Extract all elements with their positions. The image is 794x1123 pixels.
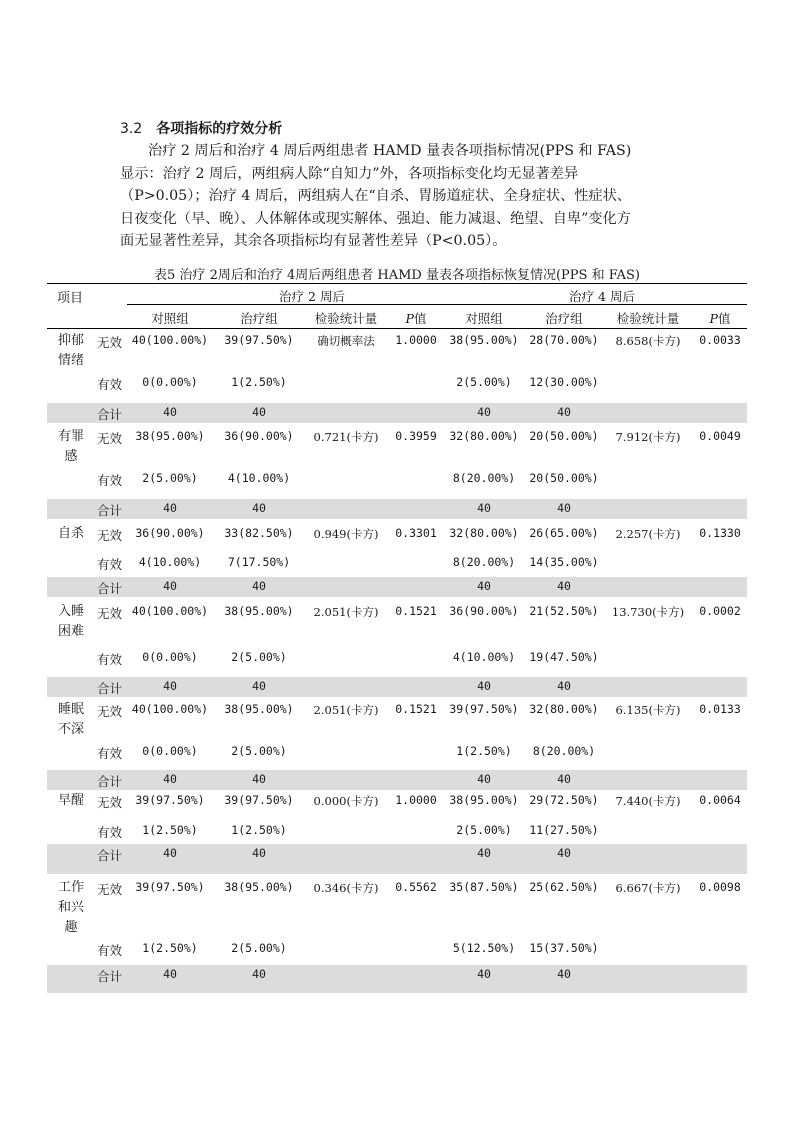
table-cell: 0.1521 bbox=[395, 604, 437, 618]
row-label-eff: 有效 bbox=[97, 943, 123, 958]
table-cell: 25(62.50%) bbox=[529, 880, 599, 894]
table-cell: 2(5.00%) bbox=[231, 941, 287, 955]
p-label: 值 bbox=[717, 311, 731, 326]
section-number: 3.2 bbox=[120, 121, 143, 137]
table-cell: 14(35.00%) bbox=[529, 555, 599, 569]
sub-header: 检验统计量 bbox=[616, 311, 680, 326]
table-cell: 8(20.00%) bbox=[532, 744, 596, 758]
sub-header bbox=[675, 309, 765, 327]
p-symbol: P bbox=[405, 311, 414, 326]
item-name-line: 和兴 bbox=[57, 900, 84, 915]
group-header-4w: 治疗 4 周后 bbox=[569, 289, 635, 304]
row-label-eff: 有效 bbox=[97, 652, 123, 667]
table-cell: 40 bbox=[163, 579, 177, 593]
table-cell: 40 bbox=[163, 501, 177, 515]
table-cell: 40 bbox=[163, 967, 177, 981]
table-cell: 40 bbox=[163, 679, 177, 693]
table-cell: 0.0133 bbox=[699, 702, 741, 716]
row-label-none: 无效 bbox=[97, 795, 123, 810]
table-cell: 40 bbox=[477, 846, 491, 860]
table-cell: 0.0033 bbox=[699, 333, 741, 347]
row-label-none: 无效 bbox=[97, 431, 123, 446]
item-name-line: 早醒 bbox=[57, 793, 84, 808]
item-name bbox=[47, 878, 95, 938]
table-cell: 40 bbox=[557, 579, 571, 593]
table-cell: 7(17.50%) bbox=[227, 555, 291, 569]
table-cell: 19(47.50%) bbox=[529, 650, 599, 664]
table-cell: 40 bbox=[477, 405, 491, 419]
table-cell: 39(97.50%) bbox=[449, 702, 519, 716]
row-label-total: 合计 bbox=[97, 969, 123, 984]
table-cell: 38(95.00%) bbox=[449, 333, 519, 347]
item-name-line: 趣 bbox=[64, 920, 78, 935]
table-cell: 36(90.00%) bbox=[224, 429, 294, 443]
section-title: 各项指标的疗效分析 bbox=[156, 121, 283, 137]
table-cell: 2.257(卡方) bbox=[615, 527, 681, 541]
table-cell: 0.949(卡方) bbox=[313, 527, 379, 541]
table-cell: 39(97.50%) bbox=[135, 793, 205, 807]
table-cell: 40 bbox=[252, 501, 266, 515]
row-label-total: 合计 bbox=[97, 503, 123, 518]
table-cell: 35(87.50%) bbox=[449, 880, 519, 894]
sub-header: 治疗组 bbox=[240, 311, 278, 326]
sub-header: 治疗组 bbox=[545, 311, 583, 326]
table-caption: 表5 治疗 2周后和治疗 4周后两组患者 HAMD 量表各项指标恢复情况(PPS 和 FAS) bbox=[154, 268, 640, 283]
table-cell: 0(0.00%) bbox=[142, 744, 198, 758]
table-cell: 0.5562 bbox=[395, 880, 437, 894]
header-bottom-rule bbox=[47, 328, 747, 329]
table-cell: 0(0.00%) bbox=[142, 650, 198, 664]
row-label-none: 无效 bbox=[97, 704, 123, 719]
table-cell: 40 bbox=[557, 501, 571, 515]
table-cell: 0.346(卡方) bbox=[313, 881, 379, 895]
table-cell: 40 bbox=[163, 846, 177, 860]
table-cell: 8(20.00%) bbox=[452, 555, 516, 569]
table-cell: 8(20.00%) bbox=[452, 471, 516, 485]
row-label-total: 合计 bbox=[97, 774, 123, 789]
paragraph-line: 日夜变化（早、晚）、人体解体或现实解体、强迫、能力减退、绝望、自卑”变化方 bbox=[120, 210, 631, 227]
table-cell: 0.000(卡方) bbox=[313, 794, 379, 808]
body-paragraph bbox=[120, 140, 700, 253]
table-cell: 2(5.00%) bbox=[142, 471, 198, 485]
table-cell: 0.1330 bbox=[699, 526, 741, 540]
row-label-none: 无效 bbox=[97, 606, 123, 621]
p-symbol: P bbox=[709, 311, 718, 326]
table-cell: 4(10.00%) bbox=[138, 555, 202, 569]
table-cell: 40 bbox=[557, 772, 571, 786]
table-cell: 40 bbox=[557, 846, 571, 860]
item-name bbox=[47, 700, 95, 740]
table-cell: 38(95.00%) bbox=[449, 793, 519, 807]
section-heading bbox=[120, 118, 282, 138]
table-cell: 38(95.00%) bbox=[135, 429, 205, 443]
table-cell: 1(2.50%) bbox=[231, 823, 287, 837]
table-cell: 40(100.00%) bbox=[131, 333, 209, 347]
table-cell: 0.721(卡方) bbox=[313, 430, 379, 444]
paragraph-line: （P>0.05）；治疗 4 周后，两组病人在“自杀、胃肠道症状、全身症状、性症状、 bbox=[120, 188, 632, 204]
table-cell: 38(95.00%) bbox=[224, 702, 294, 716]
table-cell: 15(37.50%) bbox=[529, 941, 599, 955]
table-cell: 39(97.50%) bbox=[135, 880, 205, 894]
item-name bbox=[47, 524, 95, 544]
table-cell: 2.051(卡方) bbox=[313, 703, 379, 717]
table-cell: 1(2.50%) bbox=[142, 941, 198, 955]
row-label-none: 无效 bbox=[97, 882, 123, 897]
table-cell: 40 bbox=[557, 967, 571, 981]
table-cell: 0.0049 bbox=[699, 429, 741, 443]
row-label-none: 无效 bbox=[97, 528, 123, 543]
table-cell: 20(50.00%) bbox=[529, 471, 599, 485]
table-cell: 2(5.00%) bbox=[231, 744, 287, 758]
table-cell: 0.3959 bbox=[395, 429, 437, 443]
table-cell: 40 bbox=[163, 405, 177, 419]
sub-header: 对照组 bbox=[465, 311, 503, 326]
table-cell: 33(82.50%) bbox=[224, 526, 294, 540]
paragraph-line: 治疗 2 周后和治疗 4 周后两组患者 HAMD 量表各项指标情况(PPS 和 FAS) bbox=[148, 143, 632, 159]
table-cell: 40 bbox=[252, 967, 266, 981]
sub-header: 检验统计量 bbox=[314, 311, 378, 326]
item-name-line: 抑郁 bbox=[57, 333, 84, 348]
table-cell: 0.1521 bbox=[395, 702, 437, 716]
row-label-eff: 有效 bbox=[97, 473, 123, 488]
table-cell: 5(12.50%) bbox=[452, 941, 516, 955]
row-label-eff: 有效 bbox=[97, 825, 123, 840]
table-cell: 32(80.00%) bbox=[449, 429, 519, 443]
row-label-total: 合计 bbox=[97, 681, 123, 696]
table-cell: 4(10.00%) bbox=[452, 650, 516, 664]
item-name bbox=[47, 791, 95, 811]
table-top-rule bbox=[47, 283, 747, 284]
row-label-total: 合计 bbox=[97, 581, 123, 596]
table-cell: 38(95.00%) bbox=[224, 604, 294, 618]
sub-header: 对照组 bbox=[151, 311, 189, 326]
table-cell: 2(5.00%) bbox=[456, 375, 512, 389]
table-cell: 7.912(卡方) bbox=[615, 430, 681, 444]
p-label: 值 bbox=[413, 311, 427, 326]
row-label-eff: 有效 bbox=[97, 746, 123, 761]
item-name-line: 入睡 bbox=[57, 604, 84, 619]
table-cell: 40 bbox=[477, 501, 491, 515]
table-cell: 38(95.00%) bbox=[224, 880, 294, 894]
table-cell: 40 bbox=[252, 405, 266, 419]
item-name-line: 有罪 bbox=[57, 429, 84, 444]
item-name-line: 自杀 bbox=[57, 526, 84, 541]
table-cell: 0.0064 bbox=[699, 793, 741, 807]
table-cell: 7.440(卡方) bbox=[615, 794, 681, 808]
table-cell: 8.658(卡方) bbox=[615, 334, 681, 348]
item-name bbox=[47, 331, 95, 371]
table-cell: 确切概率法 bbox=[317, 334, 375, 348]
table-cell: 1.0000 bbox=[395, 793, 437, 807]
table-cell: 40 bbox=[477, 679, 491, 693]
table-cell: 40 bbox=[252, 772, 266, 786]
table-cell: 40 bbox=[557, 679, 571, 693]
table-cell: 12(30.00%) bbox=[529, 375, 599, 389]
table-cell: 2(5.00%) bbox=[456, 823, 512, 837]
item-name-line: 情绪 bbox=[57, 353, 84, 368]
table-cell: 39(97.50%) bbox=[224, 333, 294, 347]
table-cell: 40 bbox=[477, 772, 491, 786]
table-cell: 2.051(卡方) bbox=[313, 605, 379, 619]
row-label-eff: 有效 bbox=[97, 557, 123, 572]
table-cell: 1.0000 bbox=[395, 333, 437, 347]
table-cell: 40 bbox=[252, 846, 266, 860]
group-rule bbox=[127, 304, 747, 305]
table-cell: 13.730(卡方) bbox=[611, 605, 685, 619]
table-cell: 2(5.00%) bbox=[231, 650, 287, 664]
table-cell: 40 bbox=[477, 579, 491, 593]
table-cell: 1(2.50%) bbox=[231, 375, 287, 389]
table-cell: 40 bbox=[557, 405, 571, 419]
table-cell: 11(27.50%) bbox=[529, 823, 599, 837]
table-cell: 26(65.00%) bbox=[529, 526, 599, 540]
table-cell: 40(100.00%) bbox=[131, 604, 209, 618]
table-cell: 40 bbox=[163, 772, 177, 786]
table-cell: 0.3301 bbox=[395, 526, 437, 540]
item-name bbox=[47, 427, 95, 467]
table-cell: 32(80.00%) bbox=[529, 702, 599, 716]
row-label-total: 合计 bbox=[97, 848, 123, 863]
item-name-line: 困难 bbox=[57, 624, 84, 639]
table-cell: 36(90.00%) bbox=[135, 526, 205, 540]
item-name-line: 感 bbox=[64, 449, 78, 464]
table-cell: 0(0.00%) bbox=[142, 375, 198, 389]
group-header-2w: 治疗 2 周后 bbox=[279, 289, 345, 304]
item-name-line: 不深 bbox=[57, 722, 84, 737]
table-cell: 6.667(卡方) bbox=[615, 881, 681, 895]
table-cell: 6.135(卡方) bbox=[615, 703, 681, 717]
table-cell: 0.0098 bbox=[699, 880, 741, 894]
row-label-eff: 有效 bbox=[97, 377, 123, 392]
table-cell: 4(10.00%) bbox=[227, 471, 291, 485]
paragraph-line: 显示：治疗 2 周后，两组病人除“自知力”外，各项指标变化均无显著差异 bbox=[120, 165, 579, 182]
paragraph-line: 面无显著性差异，其余各项指标均有显著性差异（P<0.05）。 bbox=[120, 233, 507, 249]
table-cell: 0.0002 bbox=[699, 604, 741, 618]
table-cell: 40 bbox=[252, 579, 266, 593]
table-cell: 36(90.00%) bbox=[449, 604, 519, 618]
table-cell: 1(2.50%) bbox=[142, 823, 198, 837]
item-name bbox=[47, 602, 95, 642]
item-name-line: 睡眠 bbox=[57, 702, 84, 717]
table-cell: 40 bbox=[477, 967, 491, 981]
table-cell: 29(72.50%) bbox=[529, 793, 599, 807]
row-label-none: 无效 bbox=[97, 335, 123, 350]
table-cell: 1(2.50%) bbox=[456, 744, 512, 758]
table-cell: 40(100.00%) bbox=[131, 702, 209, 716]
table-cell: 20(50.00%) bbox=[529, 429, 599, 443]
item-name-line: 工作 bbox=[57, 880, 84, 895]
table-cell: 32(80.00%) bbox=[449, 526, 519, 540]
row-label-total: 合计 bbox=[97, 407, 123, 422]
table-cell: 39(97.50%) bbox=[224, 793, 294, 807]
table-cell: 40 bbox=[252, 679, 266, 693]
item-header: 项目 bbox=[57, 291, 84, 306]
table-cell: 28(70.00%) bbox=[529, 333, 599, 347]
table-cell: 21(52.50%) bbox=[529, 604, 599, 618]
